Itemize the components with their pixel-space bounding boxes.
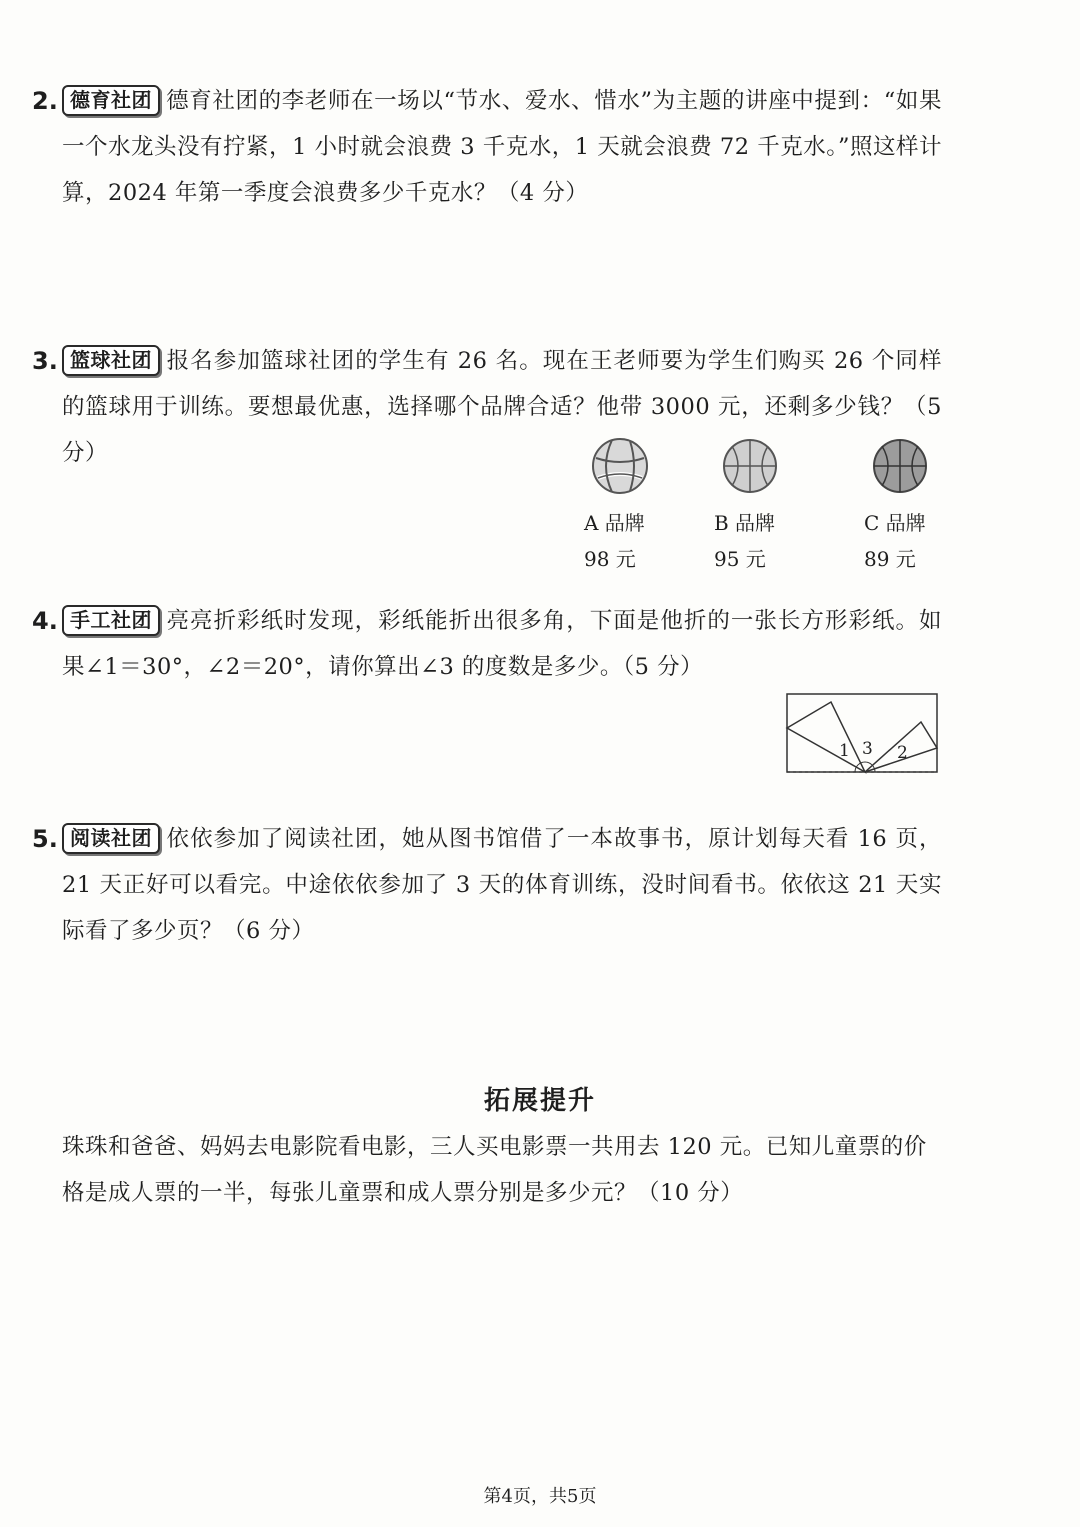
- problem-2: [32, 78, 942, 216]
- brand-price: 89 元: [864, 547, 916, 571]
- problem-4: [32, 598, 942, 690]
- problem-text: [62, 78, 942, 216]
- brand-c: [840, 436, 960, 574]
- problem-body: 亮亮折彩纸时发现，彩纸能折出很多角，下面是他折的一张长方形彩纸。如果∠1＝30°，∠2＝20°，请你算出∠3 的度数是多少。（5 分）: [62, 608, 942, 680]
- problem-body: 报名参加篮球社团的学生有 26 名。现在王老师要为学生们购买 26 个同样的篮球用于训练。要想最优惠，选择哪个品牌合适？他带 3000 元，还剩多少钱？（5 分）: [62, 348, 942, 466]
- brand-label: B 品牌: [714, 511, 776, 535]
- section-title: 拓展提升: [483, 1086, 596, 1116]
- brand-price: 98 元: [584, 547, 636, 571]
- brand-b: [690, 436, 810, 574]
- basketball-icon: [590, 436, 650, 496]
- extension-problem: 珠珠和爸爸、妈妈去电影院看电影，三人买电影票一共用去 120 元。已知儿童票的价格是成人票的一半，每张儿童票和成人票分别是多少元？（10 分）: [62, 1134, 927, 1206]
- problem-text: [62, 598, 942, 690]
- problem-number: 3.: [32, 347, 58, 375]
- problem-number: 4.: [32, 607, 58, 635]
- brand-a: [560, 436, 680, 574]
- problem-text: [62, 816, 942, 954]
- problem-number: 5.: [32, 825, 58, 853]
- basketball-brands: [560, 436, 950, 586]
- angle-label-3: 3: [862, 739, 873, 759]
- problem-5: [32, 816, 942, 954]
- angle-label-1: 1: [839, 741, 850, 761]
- angle-label-2: 2: [897, 743, 908, 763]
- club-tag: 德育社团: [62, 85, 160, 116]
- club-tag: 手工社团: [62, 605, 160, 636]
- club-tag: 阅读社团: [62, 823, 160, 854]
- brand-label: A 品牌: [584, 511, 645, 535]
- problem-body: 依依参加了阅读社团，她从图书馆借了一本故事书，原计划每天看 16 页，21 天正好可以看完。中途依依参加了 3 天的体育训练，没时间看书。依依这 21 天实际看了多少页？（6 分）: [62, 826, 942, 944]
- brand-price: 95 元: [714, 547, 766, 571]
- page-footer: 第4页，共5页: [483, 1486, 597, 1507]
- basketball-icon: [720, 436, 780, 496]
- problem-body: 德育社团的李老师在一场以“节水、爱水、惜水”为主题的讲座中提到：“如果一个水龙头没有拧紧，1 小时就会浪费 3 千克水，1 天就会浪费 72 千克水。”照这样计算，2024 年第一季度会浪费多少千克水？（4 分）: [62, 88, 942, 206]
- club-tag: 篮球社团: [62, 345, 160, 376]
- basketball-icon: [870, 436, 930, 496]
- folded-paper-diagram: [783, 690, 943, 776]
- brand-label: C 品牌: [864, 511, 926, 535]
- problem-number: 2.: [32, 87, 58, 115]
